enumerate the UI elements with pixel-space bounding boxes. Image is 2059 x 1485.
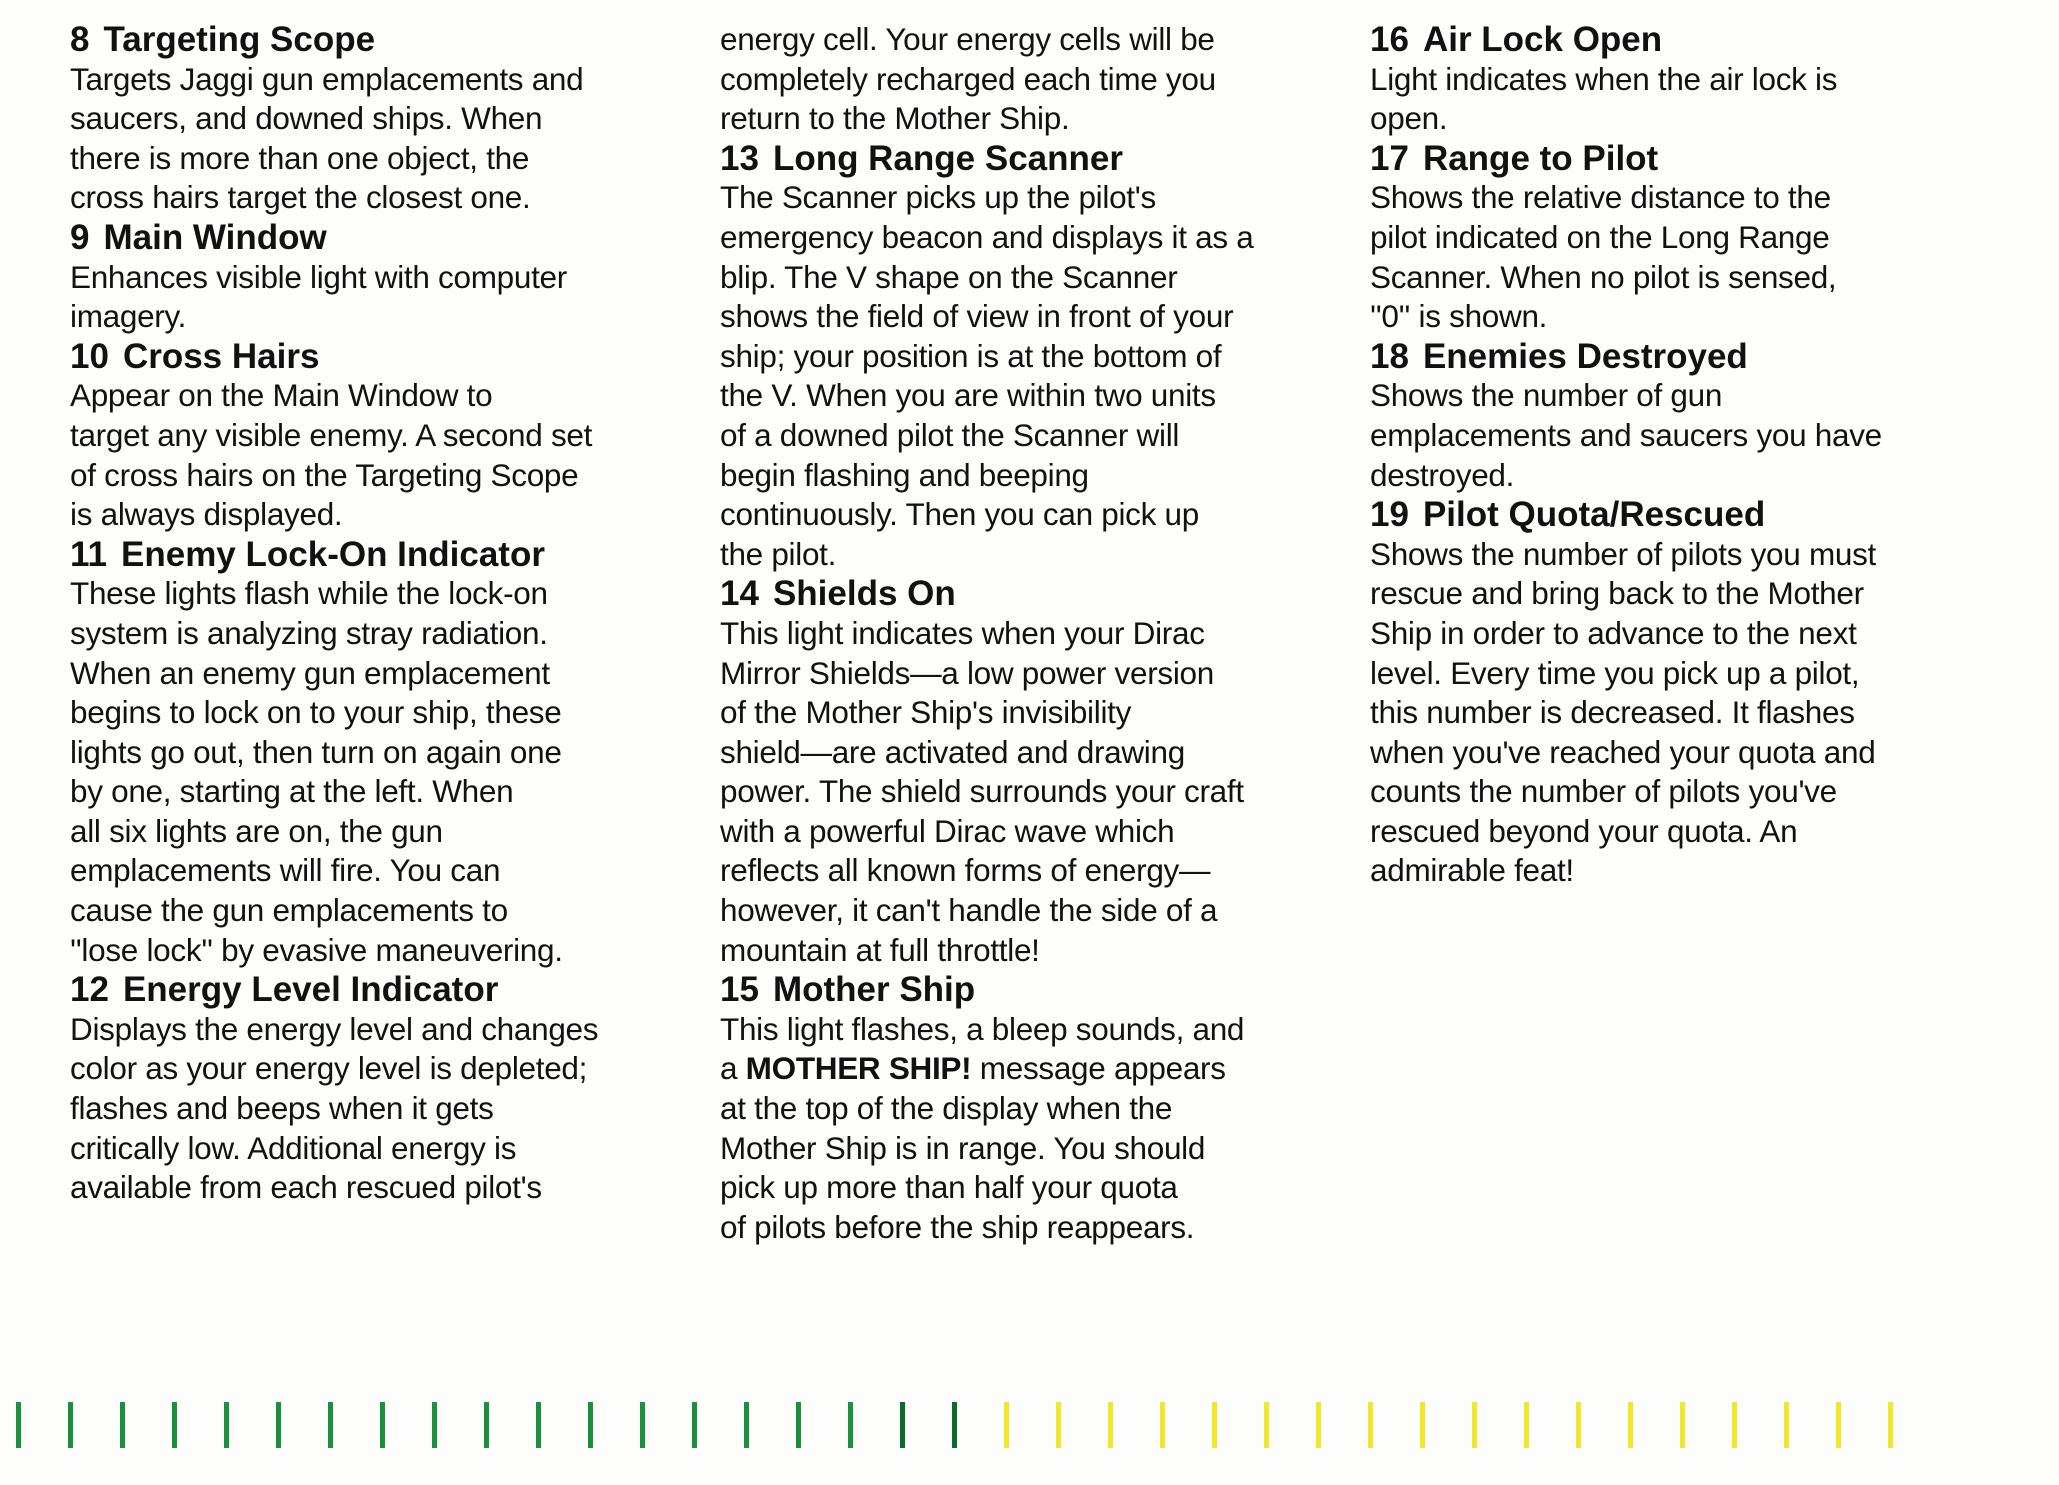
body-line: system is analyzing stray radiation.	[70, 614, 548, 651]
entry-body	[720, 178, 1326, 574]
manual-entry	[720, 970, 1326, 1247]
entry-body	[720, 1010, 1326, 1248]
body-line: target any visible enemy. A second set	[70, 416, 593, 453]
body-line: of the Mother Ship's invisibility	[720, 694, 1132, 731]
entry-heading	[70, 218, 670, 258]
green-tick-mark	[692, 1402, 697, 1448]
yellow-tick-mark	[1212, 1402, 1217, 1448]
entry-title: Energy Level Indicator	[122, 970, 499, 1010]
body-line: admirable feat!	[1370, 852, 1574, 889]
yellow-tick-mark	[1420, 1402, 1425, 1448]
body-line: the pilot.	[720, 535, 837, 572]
entry-number: 12	[70, 970, 109, 1010]
body-line: This light flashes, a bleep sounds, and	[720, 1010, 1245, 1047]
body-line: color as your energy level is depleted;	[70, 1050, 588, 1087]
entry-heading	[70, 20, 670, 60]
manual-entry	[70, 535, 670, 971]
body-line: Mother Ship is in range. You should	[720, 1129, 1206, 1166]
body-line: Shows the number of gun	[1370, 377, 1723, 414]
manual-entry	[720, 574, 1326, 970]
body-line: Light indicates when the air lock is	[1370, 60, 1838, 97]
body-line: begin flashing and beeping	[720, 456, 1089, 493]
green-tick-mark	[16, 1402, 21, 1448]
green-tick-mark	[380, 1402, 385, 1448]
entry-number: 17	[1370, 138, 1409, 178]
body-line: imagery.	[70, 298, 187, 335]
body-line: emplacements will fire. You can	[70, 852, 501, 889]
body-line: of a downed pilot the Scanner will	[720, 416, 1180, 453]
entry-title: Main Window	[103, 217, 327, 257]
yellow-tick-mark	[1524, 1402, 1529, 1448]
yellow-tick-mark	[1784, 1402, 1789, 1448]
manual-entry	[1370, 20, 1970, 139]
entry-title: Air Lock Open	[1422, 20, 1663, 59]
entry-body	[1370, 535, 1970, 891]
body-line: begins to lock on to your ship, these	[70, 694, 562, 731]
body-line: this number is decreased. It flashes	[1370, 694, 1855, 731]
green-tick-mark	[848, 1402, 853, 1448]
body-line: saucers, and downed ships. When	[70, 100, 543, 137]
body-line: a MOTHER SHIP! message appears	[720, 1050, 1226, 1087]
yellow-tick-mark	[1888, 1402, 1893, 1448]
entry-title: Pilot Quota/Rescued	[1422, 495, 1766, 535]
entry-heading	[1370, 495, 1970, 535]
body-line: rescued beyond your quota. An	[1370, 812, 1798, 849]
entry-title: Mother Ship	[772, 970, 976, 1010]
body-line: Shows the relative distance to the	[1370, 179, 1831, 216]
entry-body	[720, 614, 1326, 970]
manual-entry	[720, 139, 1326, 575]
green-tick-mark	[120, 1402, 125, 1448]
entry-number: 19	[1370, 495, 1409, 535]
entry-body	[1370, 376, 1970, 495]
body-line: continuously. Then you can pick up	[720, 496, 1199, 533]
yellow-tick-mark	[1576, 1402, 1581, 1448]
body-line: emergency beacon and displays it as a	[720, 218, 1254, 255]
green-tick-mark	[588, 1402, 593, 1448]
body-line: return to the Mother Ship.	[720, 100, 1070, 137]
body-line: Shows the number of pilots you must	[1370, 535, 1877, 572]
body-line: When an enemy gun emplacement	[70, 654, 550, 691]
body-line: all six lights are on, the gun	[70, 812, 443, 849]
body-line: ''lose lock'' by evasive maneuvering.	[70, 931, 563, 968]
body-line: when you've reached your quota and	[1370, 733, 1876, 770]
body-line: Mirror Shields—a low power version	[720, 654, 1214, 691]
entry-heading	[1370, 20, 1970, 60]
body-line: energy cell. Your energy cells will be	[720, 21, 1215, 57]
yellow-tick-mark	[1732, 1402, 1737, 1448]
entry-title: Long Range Scanner	[772, 138, 1123, 178]
entry-heading	[70, 535, 670, 575]
body-line: ship; your position is at the bottom of	[720, 337, 1222, 374]
entry-heading	[70, 970, 670, 1010]
inline-bold-text: MOTHER SHIP!	[745, 1050, 972, 1087]
body-line: This light indicates when your Dirac	[720, 614, 1205, 651]
entry-title: Enemies Destroyed	[1422, 336, 1748, 376]
body-line: ''0'' is shown.	[1370, 298, 1548, 335]
body-line: is always displayed.	[70, 496, 343, 533]
body-line: destroyed.	[1370, 456, 1515, 493]
yellow-tick-mark	[1160, 1402, 1165, 1448]
manual-entry	[70, 337, 670, 535]
green-tick-mark	[796, 1402, 801, 1448]
yellow-tick-mark	[1628, 1402, 1633, 1448]
entry-number: 15	[720, 970, 759, 1010]
body-line: The Scanner picks up the pilot's	[720, 179, 1156, 216]
body-line: cross hairs target the closest one.	[70, 179, 531, 216]
body-line: open.	[1370, 100, 1448, 137]
entry-title: Enemy Lock-On Indicator	[121, 534, 545, 574]
body-line: rescue and bring back to the Mother	[1370, 575, 1864, 612]
yellow-tick-mark	[1680, 1402, 1685, 1448]
body-line: pick up more than half your quota	[720, 1169, 1178, 1206]
green-tick-mark	[224, 1402, 229, 1448]
body-line: of cross hairs on the Targeting Scope	[70, 456, 579, 493]
entry-body	[720, 20, 1326, 139]
body-line: Appear on the Main Window to	[70, 377, 493, 414]
yellow-tick-mark	[1368, 1402, 1373, 1448]
entry-heading	[720, 574, 1326, 614]
green-tick-mark	[432, 1402, 437, 1448]
entry-title: Cross Hairs	[122, 336, 320, 376]
body-line: by one, starting at the left. When	[70, 773, 514, 810]
body-line: there is more than one object, the	[70, 139, 530, 176]
body-line: with a powerful Dirac wave which	[720, 812, 1175, 849]
entry-number: 8	[70, 20, 90, 59]
entry-body	[1370, 60, 1970, 139]
body-line: completely recharged each time you	[720, 60, 1216, 97]
body-line: counts the number of pilots you've	[1370, 773, 1837, 810]
body-line: These lights flash while the lock-on	[70, 575, 548, 612]
body-line: the V. When you are within two units	[720, 377, 1216, 414]
manual-entry	[70, 218, 670, 337]
entry-body	[70, 574, 670, 970]
color-tick-strip	[0, 1400, 2059, 1450]
body-line: Targets Jaggi gun emplacements and	[70, 60, 584, 97]
green-tick-mark	[640, 1402, 645, 1448]
yellow-tick-mark	[1316, 1402, 1321, 1448]
body-line: available from each rescued pilot's	[70, 1169, 542, 1206]
yellow-tick-mark	[1108, 1402, 1113, 1448]
body-line: of pilots before the ship reappears.	[720, 1208, 1195, 1245]
entry-body	[70, 60, 670, 218]
body-line: blip. The V shape on the Scanner	[720, 258, 1178, 295]
entry-number: 16	[1370, 20, 1409, 59]
body-line: pilot indicated on the Long Range	[1370, 218, 1830, 255]
green-tick-mark	[484, 1402, 489, 1448]
yellow-tick-mark	[1004, 1402, 1009, 1448]
yellow-tick-mark	[1264, 1402, 1269, 1448]
manual-entry	[70, 970, 670, 1208]
body-line: shield—are activated and drawing	[720, 733, 1185, 770]
entry-title: Targeting Scope	[103, 20, 376, 59]
body-line: however, it can't handle the side of a	[720, 892, 1218, 929]
body-line: Ship in order to advance to the next	[1370, 614, 1857, 651]
body-line: shows the field of view in front of your	[720, 298, 1234, 335]
entry-heading	[70, 337, 670, 377]
manual-entry	[1370, 139, 1970, 337]
entry-title: Shields On	[772, 574, 956, 614]
green-tick-mark	[68, 1402, 73, 1448]
body-line: Scanner. When no pilot is sensed,	[1370, 258, 1837, 295]
entry-heading	[1370, 139, 1970, 179]
green-tick-mark	[744, 1402, 749, 1448]
body-line: emplacements and saucers you have	[1370, 416, 1882, 453]
column-1	[70, 20, 670, 1208]
green-tick-mark	[328, 1402, 333, 1448]
body-line: lights go out, then turn on again one	[70, 733, 562, 770]
yellow-tick-mark	[1056, 1402, 1061, 1448]
body-line: at the top of the display when the	[720, 1090, 1173, 1127]
entry-title: Range to Pilot	[1422, 138, 1659, 178]
manual-entry	[70, 20, 670, 218]
green-tick-mark	[276, 1402, 281, 1448]
entry-number: 10	[70, 336, 109, 376]
body-line: cause the gun emplacements to	[70, 892, 508, 929]
entry-number: 13	[720, 138, 759, 178]
green-tick-mark	[536, 1402, 541, 1448]
manual-entry	[720, 20, 1326, 139]
column-2	[720, 20, 1326, 1247]
green-tick-mark	[900, 1402, 905, 1448]
entry-number: 14	[720, 574, 759, 614]
entry-heading	[720, 970, 1326, 1010]
yellow-tick-mark	[1472, 1402, 1477, 1448]
body-line: power. The shield surrounds your craft	[720, 773, 1244, 810]
column-3	[1370, 20, 1970, 891]
manual-entry	[1370, 337, 1970, 495]
body-line: critically low. Additional energy is	[70, 1129, 517, 1166]
body-line: reflects all known forms of energy—	[720, 852, 1211, 889]
entry-heading	[1370, 337, 1970, 377]
entry-heading	[720, 139, 1326, 179]
green-tick-mark	[172, 1402, 177, 1448]
entry-number: 9	[70, 217, 90, 257]
entry-body	[70, 258, 670, 337]
manual-entry	[1370, 495, 1970, 891]
body-line: Enhances visible light with computer	[70, 258, 567, 295]
body-line: mountain at full throttle!	[720, 931, 1040, 968]
entry-number: 18	[1370, 336, 1409, 376]
entry-number: 11	[70, 534, 107, 574]
body-line: level. Every time you pick up a pilot,	[1370, 654, 1860, 691]
entry-body	[70, 1010, 670, 1208]
green-tick-mark	[952, 1402, 957, 1448]
body-line: flashes and beeps when it gets	[70, 1090, 494, 1127]
entry-body	[70, 376, 670, 534]
body-line: Displays the energy level and changes	[70, 1010, 599, 1047]
yellow-tick-mark	[1836, 1402, 1841, 1448]
entry-body	[1370, 178, 1970, 336]
